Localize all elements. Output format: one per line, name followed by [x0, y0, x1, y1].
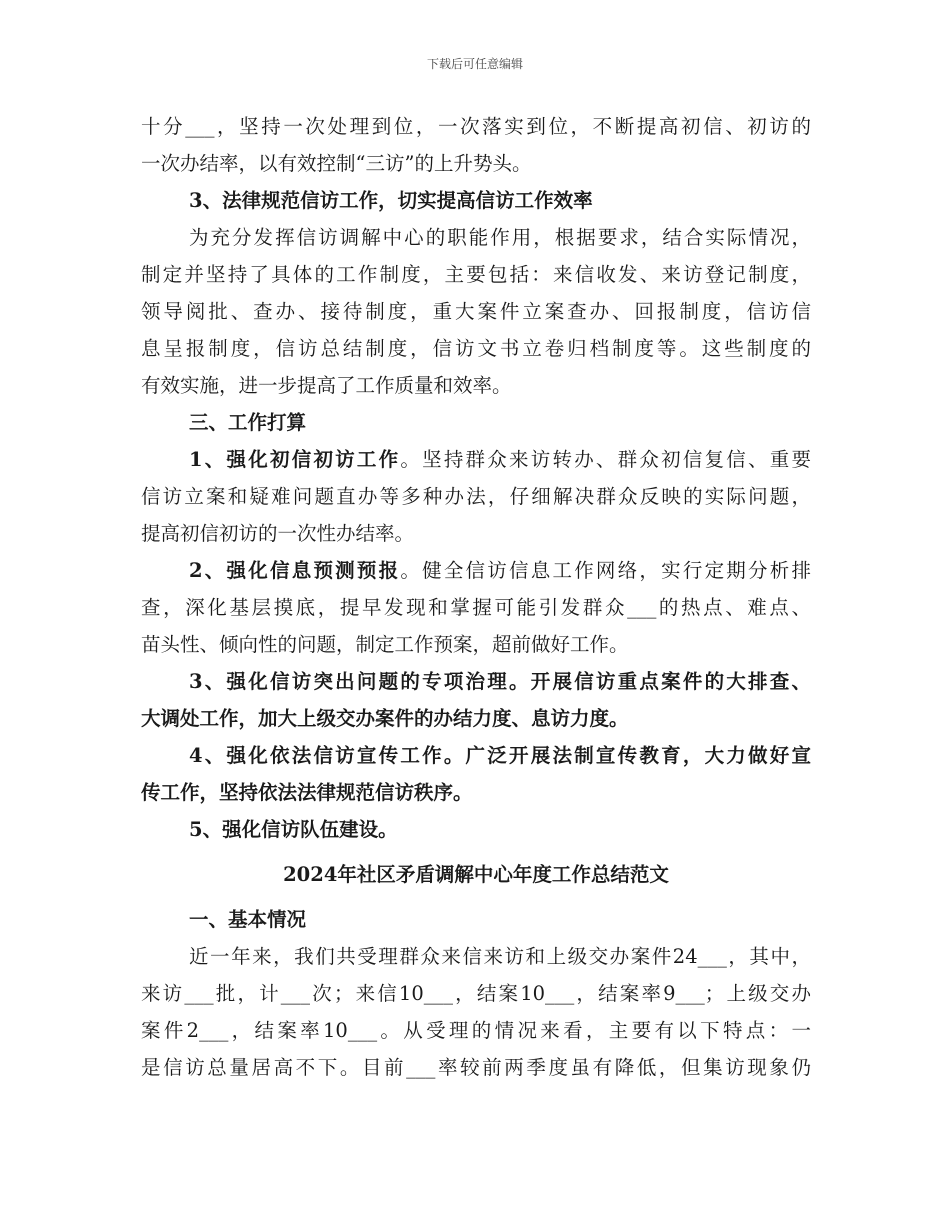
text-line: [141, 975, 811, 1012]
text-line: [141, 811, 811, 848]
section-work-summary: [141, 108, 811, 848]
document-title: 2024年社区矛盾调解中心年度工作总结范文: [283, 863, 669, 886]
text-line: [141, 626, 811, 663]
line-text: 三、工作打算: [189, 411, 307, 434]
text-line: [141, 774, 811, 811]
line-text: 。坚持群众来访转办、群众初信复信、重要: [400, 448, 811, 471]
line-text: 苗头性、倾向性的问题，制定工作预案，超前做好工作。: [141, 633, 629, 656]
line-text: 3、法律规范信访工作，切实提高信访工作效率: [189, 189, 593, 212]
line-text: 传工作，坚持依法法律规范信访秩序。: [141, 781, 473, 804]
text-line: [141, 589, 811, 626]
text-line: [141, 1049, 811, 1086]
line-text: 有效实施，进一步提高了工作质量和效率。: [141, 374, 512, 397]
text-line: [141, 441, 811, 478]
line-text: 信访立案和疑难问题直办等多种办法，仔细解决群众反映的实际问题，: [141, 485, 811, 508]
line-text: 5、强化信访队伍建设。: [189, 818, 398, 841]
line-text: 来访___批，计___次；来信10___，结案10___，结案率9___；上级交办: [141, 982, 811, 1005]
line-text: 大调处工作，加大上级交办案件的办结力度、息访力度。: [141, 707, 629, 730]
text-line: [141, 901, 811, 938]
bold-lead: 1、强化初信初访工作: [189, 448, 401, 471]
bold-lead: 2、强化信息预测预报: [189, 559, 401, 582]
text-line: [141, 663, 811, 700]
line-text: 案件2___，结案率10___。从受理的情况来看，主要有以下特点：一: [141, 1019, 811, 1042]
text-line: [141, 938, 811, 975]
text-line: [141, 182, 811, 219]
line-text: 3、强化信访突出问题的专项治理。开展信访重点案件的大排查、: [189, 670, 811, 693]
text-line: [141, 256, 811, 293]
line-text: 4、强化依法信访宣传工作。广泛开展法制宣传教育，大力做好宣: [189, 744, 811, 767]
text-line: [141, 330, 811, 367]
text-line: [141, 367, 811, 404]
text-line: [141, 108, 811, 145]
line-text: 为充分发挥信访调解中心的职能作用，根据要求，结合实际情况，: [189, 226, 811, 249]
line-text: 一、基本情况: [189, 908, 307, 931]
line-text: 查，深化基层摸底，提早发现和掌握可能引发群众___的热点、难点、: [141, 596, 811, 619]
text-line: [141, 219, 811, 256]
text-line: [141, 737, 811, 774]
line-text: 十分___，坚持一次处理到位，一次落实到位，不断提高初信、初访的: [141, 115, 811, 138]
text-line: [141, 700, 811, 737]
text-line: [141, 145, 811, 182]
text-line: [141, 404, 811, 441]
line-text: 是信访总量居高不下。目前___率较前两季度虽有降低，但集访现象仍: [141, 1056, 811, 1079]
text-line: [141, 515, 811, 552]
line-text: 领导阅批、查办、接待制度，重大案件立案查办、回报制度，信访信: [141, 300, 811, 323]
section-basic-situation: [141, 901, 811, 1086]
line-text: 近一年来，我们共受理群众来信来访和上级交办案件24___，其中，: [189, 945, 811, 968]
page-header: 下载后可任意编辑: [426, 57, 523, 71]
text-line: [141, 478, 811, 515]
text-line: [141, 293, 811, 330]
document-body: [141, 108, 811, 1086]
line-text: 息呈报制度，信访总结制度，信访文书立卷归档制度等。这些制度的: [141, 337, 811, 360]
text-line: [141, 552, 811, 589]
text-line: [141, 1012, 811, 1049]
line-text: 制定并坚持了具体的工作制度，主要包括：来信收发、来访登记制度，: [141, 263, 811, 286]
line-text: 提高初信初访的一次性办结率。: [141, 522, 415, 545]
line-text: 一次办结率，以有效控制“三访”的上升势头。: [141, 152, 532, 175]
line-text: 。健全信访信息工作网络，实行定期分析排: [400, 559, 811, 582]
